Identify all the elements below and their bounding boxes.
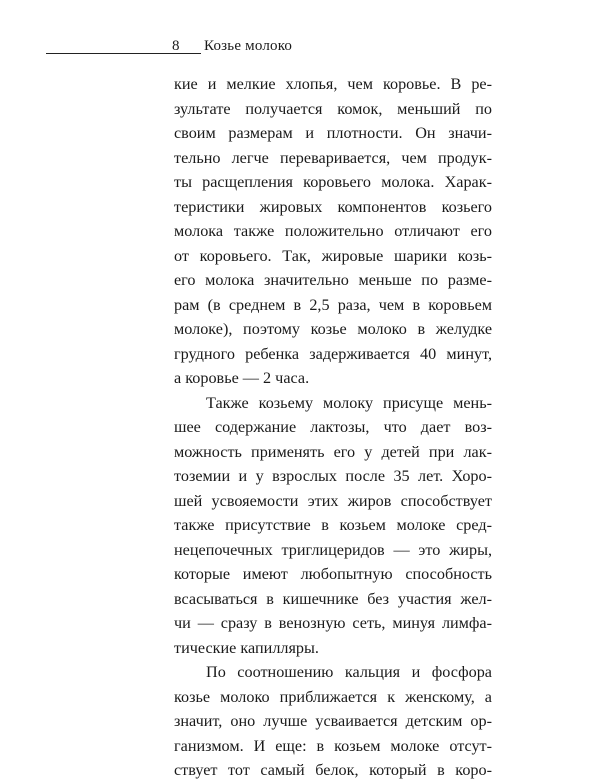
text-line: козье молоко приближается к женскому, а (174, 687, 492, 706)
text-line: рам (в среднем в 2,5 раза, чем в коровьем (174, 295, 492, 314)
running-head (46, 38, 490, 58)
text-line: нецепочечных триглицеридов — это жиры, (174, 540, 492, 559)
text-line: Также козьему молоку присуще мень- (206, 393, 492, 412)
text-line: которые имеют любопытную способность (174, 565, 492, 583)
text-line: шее содержание лактозы, что дает воз- (174, 418, 492, 436)
text-line: молока также положительно отличают его (174, 222, 492, 240)
text-line: шей усвояемости этих жиров способствует (174, 491, 492, 510)
page-number: 8 (172, 38, 180, 54)
text-line: всасываться в кишечнике без участия жел- (174, 589, 492, 608)
text-line: По соотношению кальция и фосфора (206, 663, 492, 681)
text-line: грудного ребенка задерживается 40 минут, (174, 344, 492, 363)
text-line: молоке), поэтому козье молоко в желудке (174, 320, 492, 338)
text-line: кие и мелкие хлопья, чем коровье. В ре- (174, 75, 492, 93)
text-line: зультате получается комок, меньший по (174, 99, 492, 118)
text-line: тические капилляры. (174, 638, 319, 657)
text-line: своим размерам и плотности. Он значи- (174, 124, 492, 142)
text-line: ты расщепления коровьего молока. Харак- (174, 173, 492, 191)
text-line: можность применять его у детей при лак- (174, 442, 492, 461)
text-line: значит, оно лучше усваивается детским ор- (174, 712, 492, 730)
text-line: теристики жировых компонентов козьего (174, 197, 492, 216)
text-line: ствует тот самый белок, который в коро- (174, 761, 492, 779)
text-line: его молока значительно меньше по разме- (174, 271, 492, 289)
text-line: чи — сразу в венозную сеть, минуя лимфа- (174, 614, 492, 632)
text-line: тельно легче переваривается, чем продук- (174, 148, 492, 167)
running-title: Козье молоко (204, 38, 293, 54)
body-text (174, 72, 492, 783)
text-line: ганизмом. И еще: в козьем молоке отсут- (174, 736, 492, 755)
text-line: тоземии и у взрослых после 35 лет. Хоро- (174, 467, 492, 485)
text-line: также присутствие в козьем молоке сред- (174, 516, 492, 534)
text-line: от коровьего. Так, жировые шарики козь- (174, 246, 492, 265)
text-line: а коровье — 2 часа. (174, 369, 310, 387)
